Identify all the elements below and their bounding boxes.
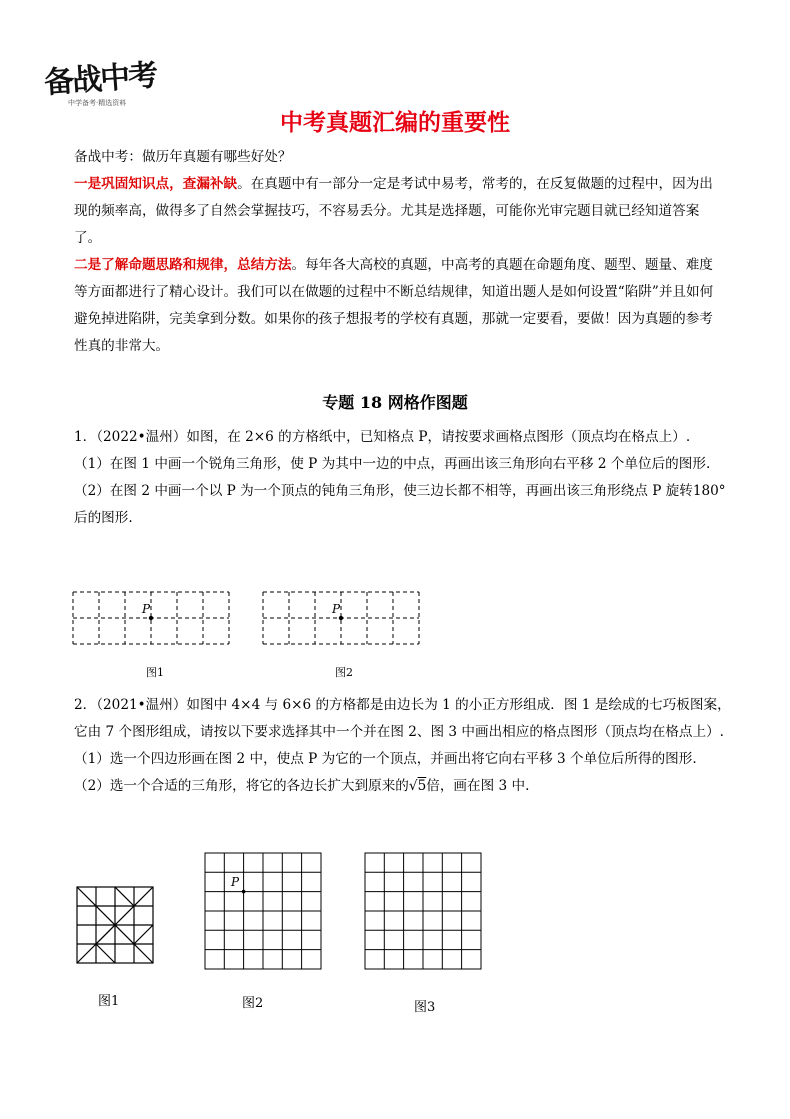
- q2-fig1-caption: 图1: [98, 994, 120, 1009]
- q2-part2-text-b: 倍，画在图 3 中.: [426, 778, 530, 794]
- q2-sqrt-value: 5: [417, 778, 427, 794]
- intro-paragraph-1: [74, 171, 724, 252]
- logo-subtitle: 中学备考·精选资料: [68, 99, 127, 107]
- q1-figure-1-grid: [72, 590, 234, 646]
- sqrt-symbol: √: [408, 778, 418, 794]
- intro-question: 备战中考：做历年真题有哪些好处？: [74, 149, 292, 165]
- q2-part2-text-a: （2）选一个合适的三角形，将它的各边长扩大到原来的: [74, 778, 409, 794]
- intro-p2-highlight: 二是了解命题思路和规律，总结方法: [74, 257, 292, 273]
- q2-figure-3-grid: [364, 852, 484, 972]
- intro-section: [74, 144, 724, 360]
- q2-part2: [74, 773, 734, 800]
- q2-figure-1-tangram: [76, 886, 156, 966]
- intro-p2-text: 。每年各大高校的真题，中高考的真题在命题角度、题型、题量、难度等方面都进行了精心设计。我们可以在做题的过程中不断总结规律，知道出题人是如何设置“陷阱”并且如何避免掉进陷阱，完美拿到分数。如果你的孩子想报考的学校有真题，那就一定要看，要做！因为真题的参考性真的非常大。: [74, 257, 714, 354]
- q2-part1: （1）选一个四边形画在图 2 中，使点 P 为它的一个顶点，并画出将它向右平移 3 个单位后所得的图形.: [74, 751, 697, 767]
- intro-p1-highlight: 一是巩固知识点，查漏补缺: [74, 176, 238, 192]
- q2-fig3-caption: 图3: [414, 1000, 436, 1015]
- page-title: 中考真题汇编的重要性: [280, 110, 510, 136]
- q1-figure-2-grid: [262, 590, 424, 646]
- question-2: [74, 692, 734, 800]
- q1-stem: 1．（2022•温州）如图，在 2×6 的方格纸中，已知格点 P，请按要求画格点图形（顶点均在格点上）.: [74, 429, 691, 445]
- q2-fig2-caption: 图2: [242, 996, 264, 1011]
- q1-fig1-caption: 图1: [146, 666, 164, 679]
- q1-part1: （1）在图 1 中画一个锐角三角形，使 P 为其中一边的中点，再画出该三角形向右平移 2 个单位后的图形.: [74, 456, 711, 472]
- logo-text: 备战中考: [43, 58, 158, 101]
- intro-p1-text: 。在真题中有一部分一定是考试中易考，常考的，在反复做题的过程中，因为出现的频率高，做得多了自然会掌握技巧，不容易丢分。尤其是选择题，可能你光审完题目就已经知道答案了。: [74, 176, 713, 246]
- q1-fig2-caption: 图2: [335, 666, 353, 679]
- intro-paragraph-2: [74, 252, 724, 360]
- q1-fig2-point-label: P: [332, 602, 341, 616]
- q2-fig2-point-label: P: [231, 875, 240, 889]
- q1-part2: （2）在图 2 中画一个以 P 为一个顶点的钝角三角形，使三边长都不相等，再画出该三角形绕点 P 旋转180°后的图形.: [74, 483, 726, 526]
- section-title: 专题 18 网格作图题: [322, 393, 468, 412]
- q2-figure-2-grid: [204, 852, 324, 972]
- q1-fig1-point-label: P: [142, 602, 151, 616]
- question-1: [74, 424, 734, 532]
- q2-stem: 2．（2021•温州）如图中 4×4 与 6×6 的方格都是由边长为 1 的小正方形组成．图 1 是绘成的七巧板图案，它由 7 个图形组成，请按以下要求选择其中一个并在图 2、图 3 中画出相应的格点图形（顶点均在格点上）.: [74, 697, 731, 740]
